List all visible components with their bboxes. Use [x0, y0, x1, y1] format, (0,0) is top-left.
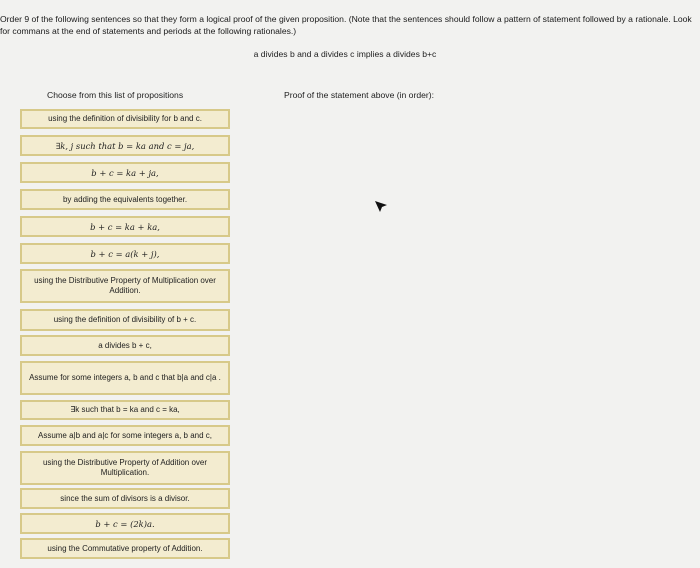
proof-header: Proof of the statement above (in order):	[284, 90, 434, 100]
choice-tile-6[interactable]: b + c = a(k + j),	[20, 243, 230, 264]
choice-tile-14[interactable]: since the sum of divisors is a divisor.	[20, 488, 230, 509]
proposition-text	[0, 49, 700, 59]
choice-tile-9[interactable]: a divides b + c,	[20, 335, 230, 356]
mouse-cursor-icon	[374, 200, 388, 214]
instructions-text: Order 9 of the following sentences so that they form a logical proof of the given proposition. (Note that the sentences should follow a pattern of statement followed by a rationale. Look for commans at the end of statements and periods at the following rationales.)	[0, 14, 692, 36]
choices-header: Choose from this list of propositions	[47, 90, 184, 100]
choice-tile-12[interactable]: Assume a|b and a|c for some integers a, b and c,	[20, 425, 230, 446]
choice-tile-7[interactable]: using the Distributive Property of Multiplication over Addition.	[20, 269, 230, 303]
choice-tile-2[interactable]: ∃k, j such that b = ka and c = ja,	[20, 135, 230, 156]
choice-tile-3[interactable]: b + c = ka + ja,	[20, 162, 230, 183]
choice-tile-11[interactable]: ∃k such that b = ka and c = ka,	[20, 400, 230, 420]
choice-tile-4[interactable]: by adding the equivalents together.	[20, 189, 230, 210]
proposition-label: a divides b and a divides c implies a divides b+c	[253, 49, 437, 59]
choice-tile-1[interactable]: using the definition of divisibility for b and c.	[20, 109, 230, 129]
choice-tile-8[interactable]: using the definition of divisibility of b + c.	[20, 309, 230, 331]
choice-tile-13[interactable]: using the Distributive Property of Addition over Multiplication.	[20, 451, 230, 485]
choice-tile-16[interactable]: using the Commutative property of Addition.	[20, 538, 230, 559]
proof-drop-area[interactable]	[240, 104, 680, 554]
choice-tile-15[interactable]: b + c = (2k)a.	[20, 513, 230, 534]
choice-tile-10[interactable]: Assume for some integers a, b and c that b|a and c|a .	[20, 361, 230, 395]
choice-tile-5[interactable]: b + c = ka + ka,	[20, 216, 230, 237]
